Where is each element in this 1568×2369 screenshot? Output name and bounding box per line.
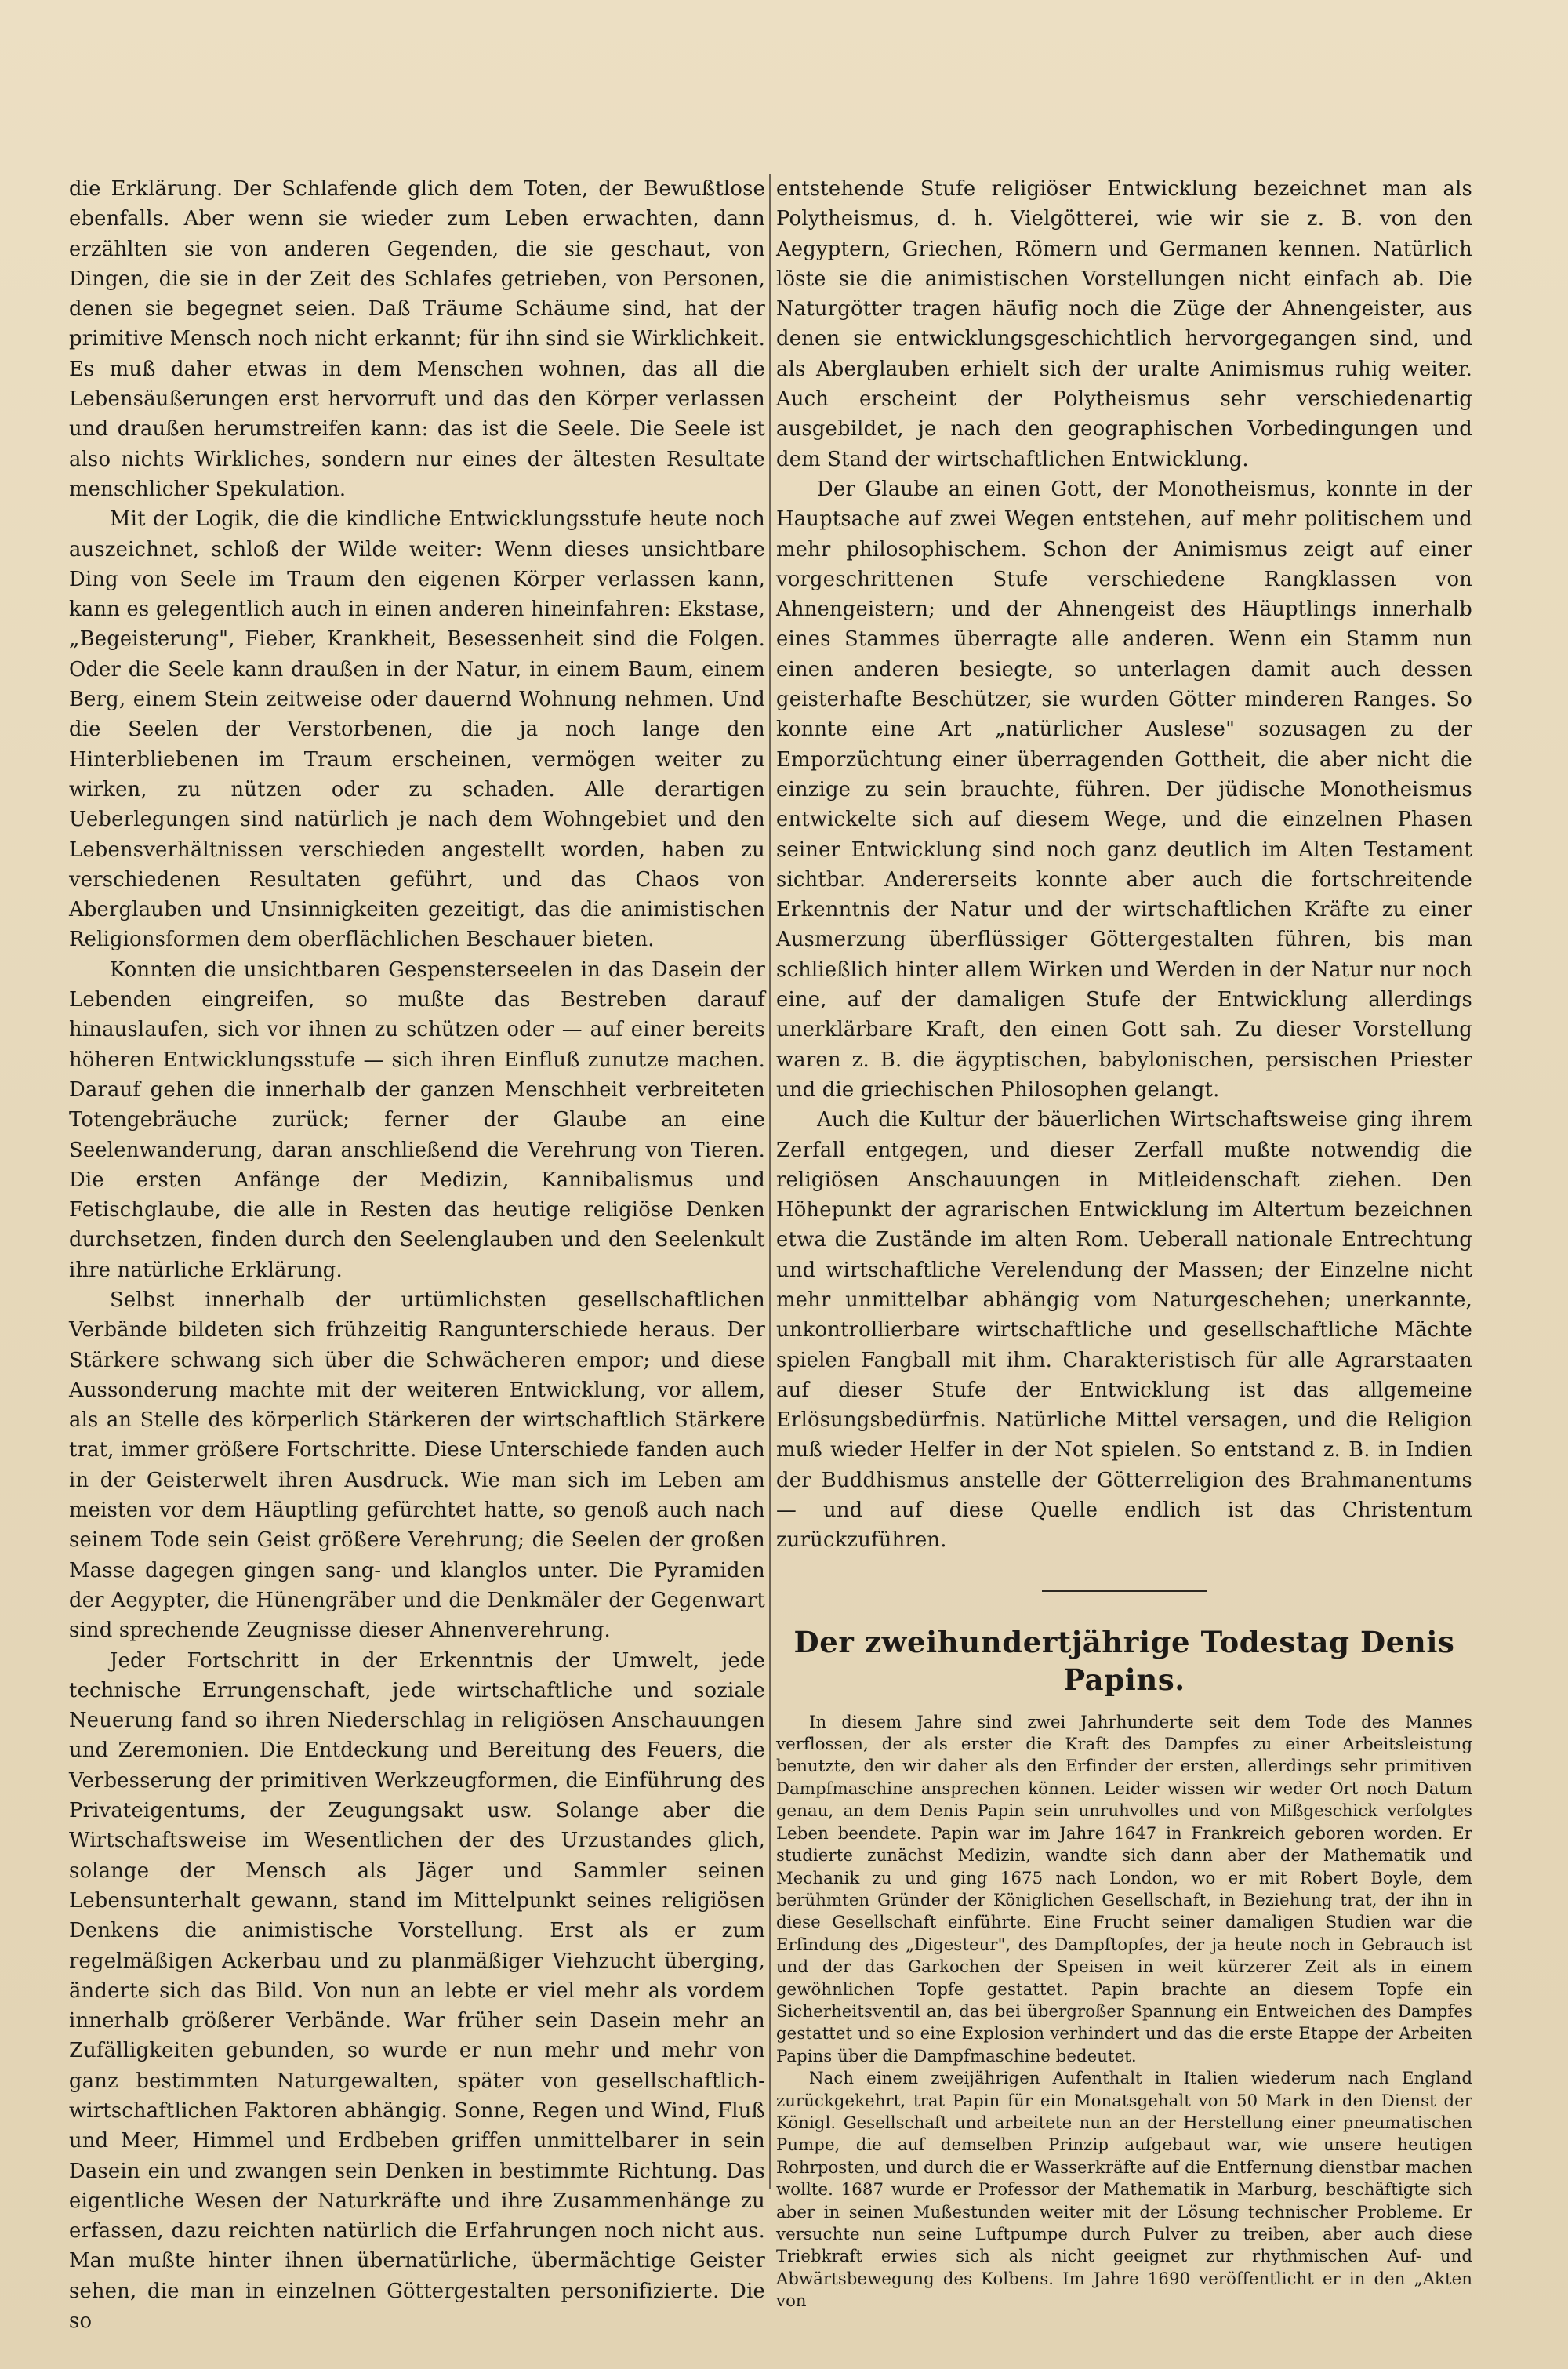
body-paragraph: Auch die Kultur der bäuerlichen Wirtschaftsweise ging ihrem Zerfall entgegen, und dieser Zerfall mußte notwendig die religiösen Anschauungen in Mitleidenschaft ziehen. Den Höhepunkt der agrarischen Entwicklung im Altertum bezeichnen etwa die Zustände im alten Rom. Ueberall nationale Entrechtung und wirtschaftliche Verelendung der Massen; der Einzelne nicht mehr unmittelbar abhängig vom Naturgeschehen; unerkannte, unkontrollierbare wirtschaftliche und gesellschaftliche Mächte spielen Fangball mit ihm. Charakteristisch für alle Agrarstaaten auf dieser Stufe der Entwicklung ist das allgemeine Erlösungsbedürfnis. Natürliche Mittel versagen, und die Religion muß wieder Helfer in der Not spielen. So entstand z. B. in Indien der Buddhismus anstelle der Götterreligion des Brahmanentums — und auf diese Quelle endlich ist das Christentum zurückzuführen. [776,1108,1472,1553]
article-headline: Der zweihundertjährige Todestag Denis Papins. [793,1624,1455,1697]
body-paragraph: die Erklärung. Der Schlafende glich dem Toten, der Bewußtlose ebenfalls. Aber wenn sie wieder zum Leben erwachten, dann erzählten sie von anderen Gegenden, die sie geschaut, von Dingen, die sie in der Zeit des Schlafes getrieben, von Personen, denen sie begegnet seien. Daß Träume Schäume sind, hat der primitive Mensch noch nicht erkannt; für ihn sind sie Wirklichkeit. Es muß daher etwas in dem Menschen wohnen, das all die Lebensäußerungen erst hervorruft und das den Körper verlassen und draußen herumstreifen kann: das ist die Seele. Die Seele ist also nichts Wirkliches, sondern nur eines der ältesten Resultate menschlicher Spekulation. [69,177,765,501]
right-column [776,174,1472,2313]
body-paragraph: Jeder Fortschritt in der Erkenntnis der Umwelt, jede technische Errungenschaft, jede wirtschaftliche und soziale Neuerung fand so ihren Niederschlag in religiösen Anschauungen und Zeremonien. Die Entdeckung und Bereitung des Feuers, die Verbesserung der primitiven Werkzeugformen, die Einführung des Privateigentums, der Zeugungsakt usw. Solange aber die Wirtschaftsweise im Wesentlichen der des Urzustandes glich, solange der Mensch als Jäger und Sammler seinen Lebensunterhalt gewann, stand im Mittelpunkt seines religiösen Denkens die animistische Vorstellung. Erst als er zum regelmäßigen Ackerbau und zu planmäßiger Viehzucht überging, änderte sich das Bild. Von nun an lebte er viel mehr als vordem innerhalb größerer Verbände. War früher sein Dasein mehr an Zufälligkeiten gebunden, so wurde er nun mehr und mehr von ganz bestimmten Naturgewalten, später von gesellschaftlich-wirtschaftlichen Faktoren abhängig. Sonne, Regen und Wind, Fluß und Meer, Himmel und Erdbeben griffen unmittelbarer in sein Dasein ein und zwangen sein Denken in bestimmte Richtung. Das eigentliche Wesen der Naturkräfte und ihre Zusammenhänge zu erfassen, dazu reichten natürlich die Erfahrungen noch nicht aus. Man mußte hinter ihnen übernatürliche, übermächtige Geister sehen, die man in einzelnen Göttergestalten personifizierte. Die so [69,1648,765,2334]
section-separator-rule [1042,1590,1207,1592]
left-column [69,174,765,2336]
body-paragraph: entstehende Stufe religiöser Entwicklung bezeichnet man als Polytheismus, d. h. Vielgötterei, wie wir sie z. B. von den Aegyptern, Griechen, Römern und Germanen kennen. Natürlich löste sie die animistischen Vorstellungen nicht einfach ab. Die Naturgötter tragen häufig noch die Züge der Ahnengeister, aus denen sie entwicklungsgeschichtlich hervorgegangen sind, und als Aberglauben erhielt sich der uralte Animismus ruhig weiter. Auch erscheint der Polytheismus sehr verschiedenartig ausgebildet, je nach den geographischen Vorbedingungen und dem Stand der wirtschaftlichen Entwicklung. [776,177,1472,471]
article-paragraph: Nach einem zweijährigen Aufenthalt in Italien wiederum nach England zurückgekehrt, trat Papin für ein Monatsgehalt von 50 Mark in den Dienst der Königl. Gesellschaft und arbeitete nun an der Herstellung einer pneumatischen Pumpe, die auf demselben Prinzip aufgebaut war, wie unsere heutigen Rohrposten, und durch die er Wasserkräfte auf die Entfernung dienstbar machen wollte. 1687 wurde er Professor der Mathematik in Marburg, beschäftigte sich aber in seinen Mußestunden weiter mit der Lösung technischer Probleme. Er versuchte nun seine Luftpumpe durch Pulver zu treiben, aber auch diese Triebkraft erwies sich als nicht geeignet zur rhythmischen Auf- und Abwärtsbewegung des Kolbens. Im Jahre 1690 veröffentlicht er in den „Akten von [776,2068,1472,2311]
column-divider [769,174,771,2189]
article-paragraph: In diesem Jahre sind zwei Jahrhunderte seit dem Tode des Mannes verflossen, der als erster die Kraft des Dampfes zu einer Arbeitsleistung benutzte, den wir daher als den Erfinder der ersten, allerdings sehr primitiven Dampfmaschine ansprechen können. Leider wissen wir weder Ort noch Datum genau, an dem Denis Papin sein unruhvolles und von Mißgeschick verfolgtes Leben beendete. Papin war im Jahre 1647 in Frankreich geboren worden. Er studierte zunächst Medizin, wandte sich dann aber der Mathematik und Mechanik zu und ging 1675 nach London, wo er mit Robert Boyle, dem berühmten Gründer der Königlichen Gesellschaft, in Beziehung trat, der ihn in diese Gesellschaft einführte. Eine Frucht seiner damaligen Studien war die Erfindung des „Digesteur", des Dampftopfes, der ja heute noch in Gebrauch ist und der das Garkochen der Speisen in weit kürzerer Zeit als in einem gewöhnlichen Topfe gestattet. Papin brachte an diesem Topfe ein Sicherheitsventil an, das bei übergroßer Spannung ein Entweichen des Dampfes gestattet und so eine Explosion verhindert und das die erste Etappe der Arbeiten Papins über die Dampfmaschine bedeutet. [776,1711,1472,2066]
body-paragraph: Mit der Logik, die die kindliche Entwicklungsstufe heute noch auszeichnet, schloß der Wilde weiter: Wenn dieses unsichtbare Ding von Seele im Traum den eigenen Körper verlassen kann, kann es gelegentlich auch in einen anderen hineinfahren: Ekstase, „Begeisterung", Fieber, Krankheit, Besessenheit sind die Folgen. Oder die Seele kann draußen in der Natur, in einem Baum, einem Berg, einem Stein zeitweise oder dauernd Wohnung nehmen. Und die Seelen der Verstorbenen, die ja noch lange den Hinterbliebenen im Traum erscheinen, vermögen weiter zu wirken, zu nützen oder zu schaden. Alle derartigen Ueberlegungen sind natürlich je nach dem Wohngebiet und den Lebensverhältnissen verschieden angestellt worden, haben zu verschiedenen Resultaten geführt, und das Chaos von Aberglauben und Unsinnigkeiten gezeitigt, das die animistischen Religionsformen dem oberflächlichen Beschauer bieten. [69,507,765,952]
body-paragraph: Selbst innerhalb der urtümlichsten gesellschaftlichen Verbände bildeten sich frühzeitig Rangunterschiede heraus. Der Stärkere schwang sich über die Schwächeren empor; und diese Aussonderung machte mit der weiteren Entwicklung, vor allem, als an Stelle des körperlich Stärkeren der wirtschaftlich Stärkere trat, immer größere Fortschritte. Diese Unterschiede fanden auch in der Geisterwelt ihren Ausdruck. Wie man sich im Leben am meisten vor dem Häuptling gefürchtet hatte, so genoß auch nach seinem Tode sein Geist größere Verehrung; die Seelen der großen Masse dagegen gingen sang- und klanglos unter. Die Pyramiden der Aegypter, die Hünengräber und die Denkmäler der Gegenwart sind sprechende Zeugnisse dieser Ahnenverehrung. [69,1288,765,1643]
body-paragraph: Konnten die unsichtbaren Gespensterseelen in das Dasein der Lebenden eingreifen, so mußte das Bestreben darauf hinauslaufen, sich vor ihnen zu schützen oder — auf einer bereits höheren Entwicklungsstufe — sich ihren Einfluß zunutze machen. Darauf gehen die innerhalb der ganzen Menschheit verbreiteten Totengebräuche zurück; ferner der Glaube an eine Seelenwanderung, daran anschließend die Verehrung von Tieren. Die ersten Anfänge der Medizin, Kannibalismus und Fetischglaube, die alle in Resten das heutige religiöse Denken durchsetzen, finden durch den Seelenglauben und den Seelenkult ihre natürliche Erklärung. [69,957,765,1282]
body-paragraph: Der Glaube an einen Gott, der Monotheismus, konnte in der Hauptsache auf zwei Wegen entstehen, auf mehr politischem und mehr philosophischem. Schon der Animismus zeigt auf einer vorgeschrittenen Stufe verschiedene Rangklassen von Ahnengeistern; und der Ahnengeist des Häuptlings innerhalb eines Stammes überragte alle anderen. Wenn ein Stamm nun einen anderen besiegte, so unterlagen damit auch dessen geisterhafte Beschützer, sie wurden Götter minderen Ranges. So konnte eine Art „natürlicher Auslese" sozusagen zu der Emporzüchtung einer überragenden Gottheit, die aber nicht die einzige zu sein brauchte, führen. Der jüdische Monotheismus entwickelte sich auf diesem Wege, und die einzelnen Phasen seiner Entwicklung sind noch ganz deutlich im Alten Testament sichtbar. Andererseits konnte aber auch die fortschreitende Erkenntnis der Natur und der wirtschaftlichen Kräfte zu einer Ausmerzung überflüssiger Göttergestalten führen, bis man schließlich hinter allem Wirken und Werden in der Natur nur noch eine, auf der damaligen Stufe der Entwicklung allerdings unerklärbare Kraft, den einen Gott sah. Zu dieser Vorstellung waren z. B. die ägyptischen, babylonischen, persischen Priester und die griechischen Philosophen gelangt. [776,477,1472,1102]
